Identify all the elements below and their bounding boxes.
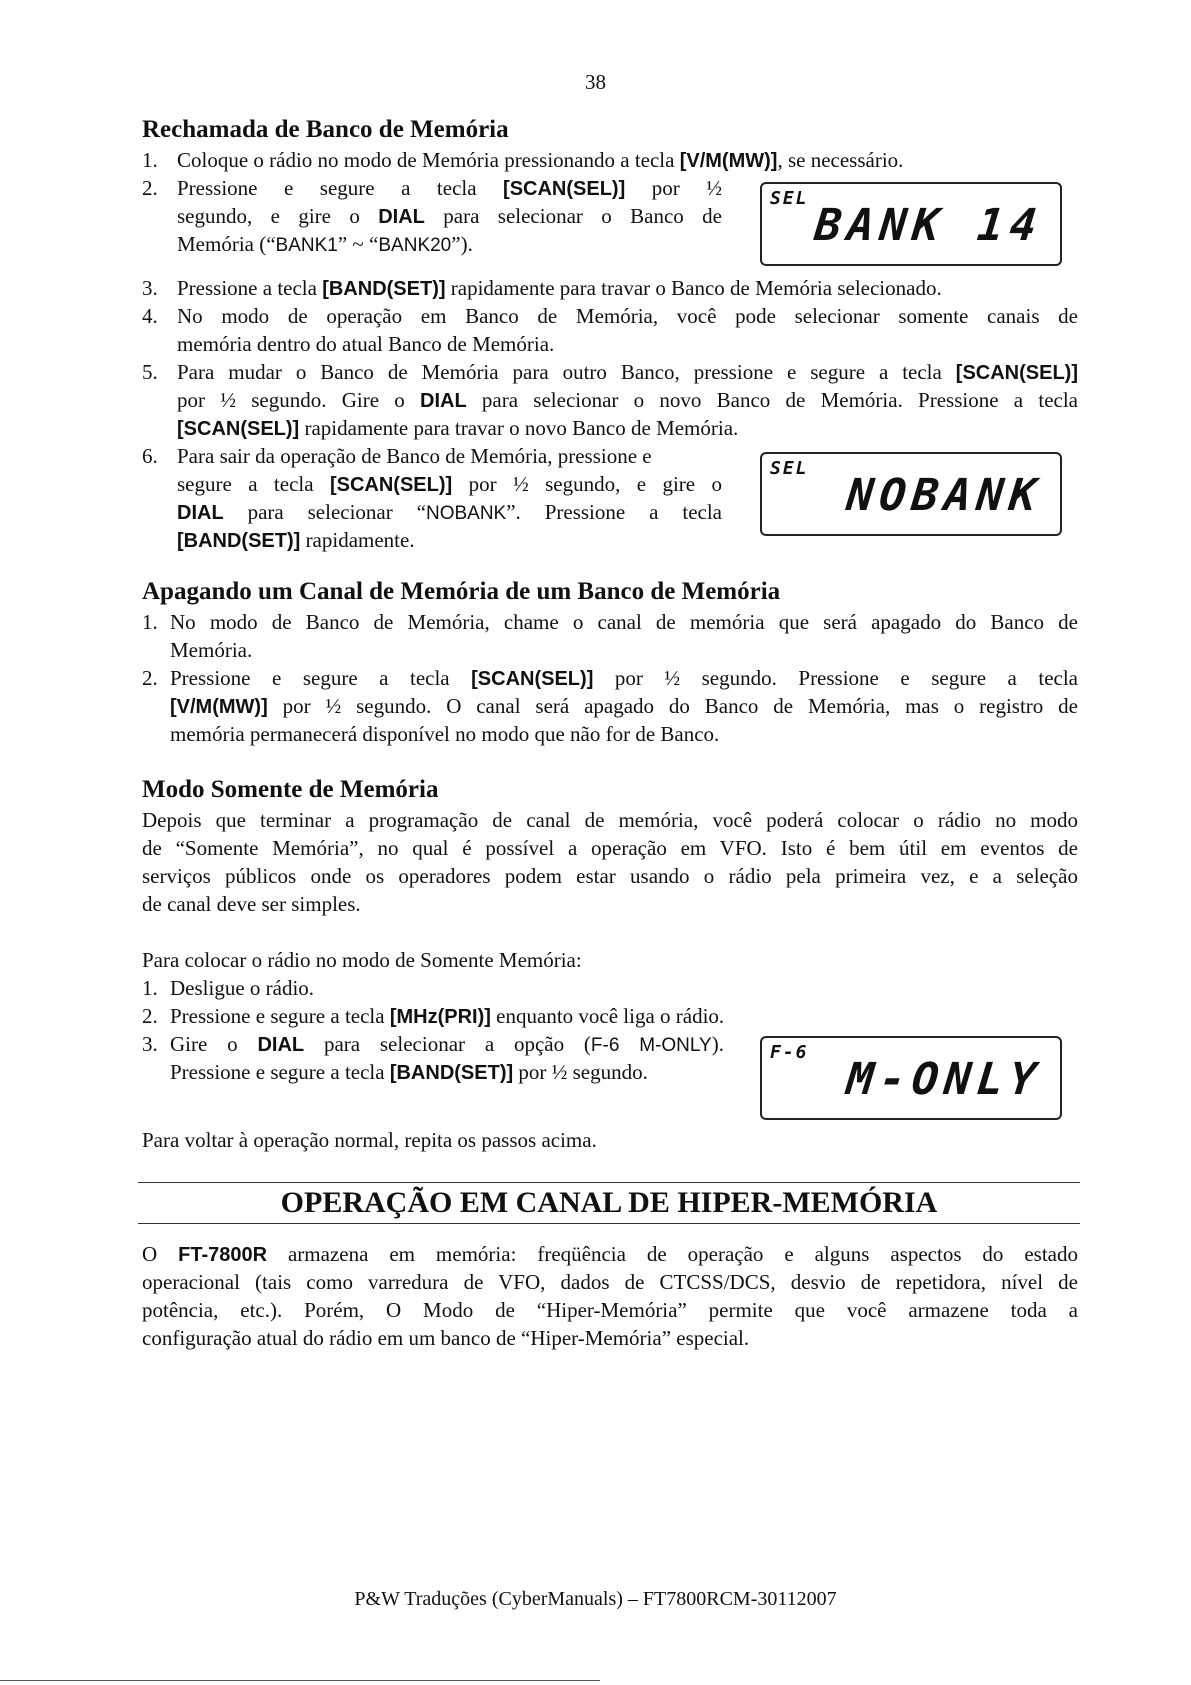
paragraph-line: operacional (tais como varredura de VFO, dados de CTCSS/DCS, desvio de repetidora, nível de [142,1270,1078,1294]
paragraph-line: O FT-7800R armazena em memória: freqüência de operação e alguns aspectos do estado [142,1242,1079,1266]
section-title-memory-bank-recall: Rechamada de Banco de Memória [142,116,509,143]
paragraph-line: Para voltar à operação normal, repita os passos acima. [142,1128,597,1152]
lcd-display-nobank: SEL NOBANK [760,452,1062,536]
list-item: 1. No modo de Banco de Memória, chame o canal de memória que será apagado do Banco de [142,610,1078,634]
list-item-cont: DIAL para selecionar “NOBANK”. Pressione a tecla [177,500,722,524]
list-item-cont: segure a tecla [SCAN(SEL)] por ½ segundo, e gire o [177,472,722,496]
paragraph-line: Para colocar o rádio no modo de Somente Memória: [142,948,582,972]
page-number: 38 [585,70,606,94]
list-item: 2. Pressione e segure a tecla [SCAN(SEL)] por ½ segundo. Pressione e segure a tecla [142,666,1079,690]
list-item-cont: [SCAN(SEL)] rapidamente para travar o novo Banco de Memória. [177,416,739,440]
list-item: 2. Pressione e segure a tecla [SCAN(SEL)] por ½ [142,176,722,200]
list-item: 3. Gire o DIAL para selecionar a opção (F-6 M-ONLY). [142,1032,724,1056]
list-item-cont: Memória (“BANK1” ~ “BANK20”). [177,232,473,256]
section-title-memory-only-mode: Modo Somente de Memória [142,776,439,803]
list-item: 1. Desligue o rádio. [142,976,315,1000]
list-item: 2. Pressione e segure a tecla [MHz(PRI)] enquanto você liga o rádio. [142,1004,725,1028]
list-item: 1. Coloque o rádio no modo de Memória pressionando a tecla [V/M(MW)], se necessário. [142,148,904,172]
paragraph-line: potência, etc.). Porém, O Modo de “Hiper-Memória” permite que você armazene toda a [142,1298,1078,1322]
list-item: 5. Para mudar o Banco de Memória para outro Banco, pressione e segure a tecla [SCAN(SEL)] [142,360,1078,384]
lcd-display-monly: F-6 M-ONLY [760,1036,1062,1120]
list-item-cont: Pressione e segure a tecla [BAND(SET)] por ½ segundo. [170,1060,648,1084]
list-item-cont: segundo, e gire o DIAL para selecionar o Banco de [177,204,722,228]
paragraph-line: de “Somente Memória”, no qual é possível a operação em VFO. Isto é bem útil em eventos de [142,836,1078,860]
list-item-cont: memória dentro do atual Banco de Memória. [177,332,555,356]
paragraph-line: Depois que terminar a programação de canal de memória, você poderá colocar o rádio no modo [142,808,1078,832]
page-footer: P&W Traduções (CyberManuals) – FT7800RCM-30112007 [354,1588,837,1610]
bottom-rule [0,1680,600,1681]
list-item: 4. No modo de operação em Banco de Memória, você pode selecionar somente canais de [142,304,1078,328]
list-item-cont: [BAND(SET)] rapidamente. [177,528,415,552]
lcd-display-bank: SEL BANK 14 [760,182,1062,266]
chapter-banner: OPERAÇÃO EM CANAL DE HIPER-MEMÓRIA [138,1182,1080,1224]
paragraph-line: configuração atual do rádio em um banco de “Hiper-Memória” especial. [142,1326,750,1350]
paragraph-line: serviços públicos onde os operadores podem estar usando o rádio pela primeira vez, e a seleção [142,864,1078,888]
list-item-cont: [V/M(MW)] por ½ segundo. O canal será apagado do Banco de Memória, mas o registro de [170,694,1078,718]
section-title-delete-channel: Apagando um Canal de Memória de um Banco de Memória [142,578,781,605]
list-item-cont: por ½ segundo. Gire o DIAL para selecionar o novo Banco de Memória. Pressione a tecla [177,388,1078,412]
list-item: 3. Pressione a tecla [BAND(SET)] rapidamente para travar o Banco de Memória selecionado. [142,276,942,300]
list-item: 6. Para sair da operação de Banco de Memória, pressione e [142,444,652,468]
paragraph-line: de canal deve ser simples. [142,892,361,916]
list-item-cont: Memória. [170,638,253,662]
list-item-cont: memória permanecerá disponível no modo que não for de Banco. [170,722,720,746]
